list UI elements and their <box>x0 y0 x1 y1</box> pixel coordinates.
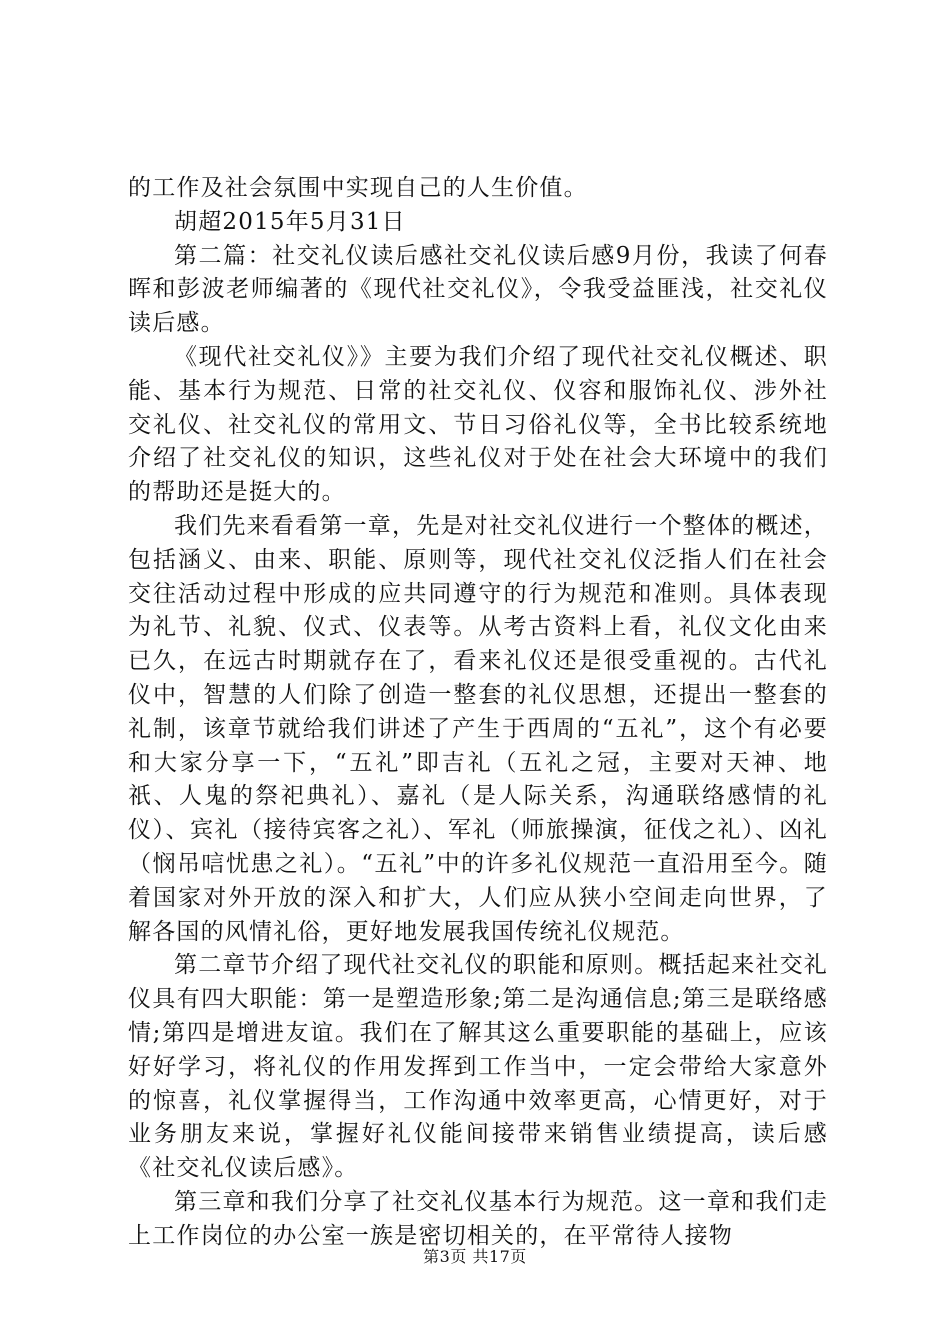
paragraph-continuation: 的工作及社会氛围中实现自己的人生价值。 <box>128 175 588 201</box>
paragraph-chapter-three: 第三章和我们分享了社交礼仪基本行为规范。这一章和我们走上工作岗位的办公室一族是密切相关的，在平常待人接物 <box>128 1188 828 1249</box>
paragraph-chapter-one: 我们先来看看第一章，先是对社交礼仪进行一个整体的概述，包括涵义、由来、职能、原则等，现代社交礼仪泛指人们在社会交往活动过程中形成的应共同遵守的行为规范和准则。具体表现为礼节、礼貌、仪式、仪表等。从考古资料上看，礼仪文化由来已久，在远古时期就存在了，看来礼仪还是很受重视的。古代礼仪中，智慧的人们除了创造一整套的礼仪思想，还提出一整套的礼制，该章节就给我们讲述了产生于西周的“五礼”，这个有必要和大家分享一下，“五礼”即吉礼（五礼之冠，主要对天神、地祇、人鬼的祭祀典礼）、嘉礼（是人际关系，沟通联络感情的礼仪）、宾礼（接待宾客之礼）、军礼（师旅操演，征伐之礼）、凶礼（悯吊唁忧患之礼）。“五礼”中的许多礼仪规范一直沿用至今。随着国家对外开放的深入和扩大，人们应从狭小空间走向世界，了解各国的风情礼俗，更好地发展我国传统礼仪规范。 <box>128 512 828 945</box>
paragraph-book-overview: 《现代社交礼仪》》主要为我们介绍了现代社交礼仪概述、职能、基本行为规范、日常的社交礼仪、仪容和服饰礼仪、涉外社交礼仪、社交礼仪的常用文、节日习俗礼仪等，全书比较系统地介绍了社交礼仪的知识，这些礼仪对于处在社会大环境中的我们的帮助还是挺大的。 <box>128 343 828 506</box>
page-number: 第3页 共17页 <box>423 1247 527 1266</box>
paragraph-chapter-two: 第二章节介绍了现代社交礼仪的职能和原则。概括起来社交礼仪具有四大职能：第一是塑造形象;第二是沟通信息;第三是联络感情;第四是增进友谊。我们在了解其这么重要职能的基础上，应该好好学习，将礼仪的作用发挥到工作当中，一定会带给大家意外的惊喜，礼仪掌握得当，工作沟通中效率更高，心情更好，对于业务朋友来说，掌握好礼仪能间接带来销售业绩提高，读后感《社交礼仪读后感》。 <box>128 952 828 1182</box>
document-body <box>128 172 828 1254</box>
paragraph-article-heading: 第二篇：社交礼仪读后感社交礼仪读后感9月份，我读了何春晖和彭波老师编著的《现代社交礼仪》，令我受益匪浅，社交礼仪读后感。 <box>128 242 828 337</box>
page-footer <box>0 1244 950 1267</box>
author-date-line: 胡超2015年5月31日 <box>174 208 406 235</box>
